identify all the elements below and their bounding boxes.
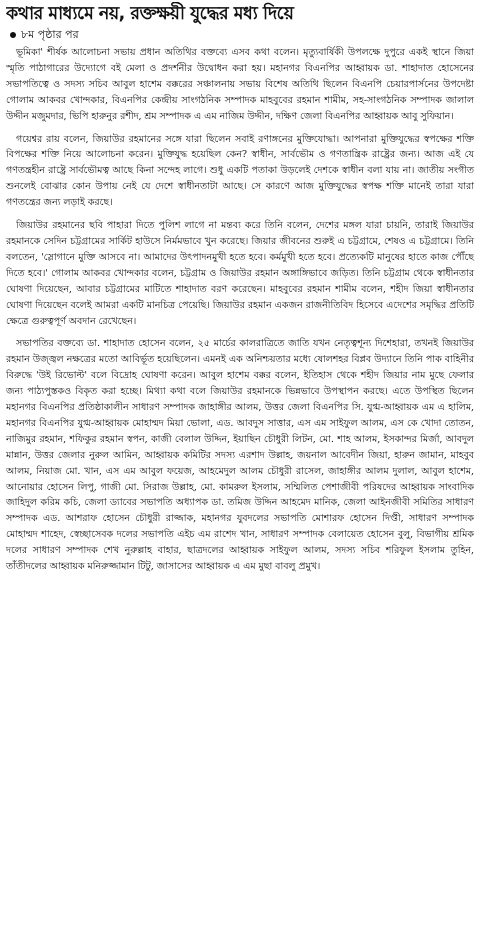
- article-headline: কথার মাধ্যমে নয়, রক্তক্ষয়ী যুদ্ধের মধ্য দিয়ে: [6, 4, 294, 24]
- continued-from-label: ৮ম পৃষ্ঠার পর: [21, 28, 79, 41]
- article-paragraph: গয়েশ্বর রায় বলেন, জিয়াউর রহমানের সঙ্গে যারা ছিলেন সবাই রণাঙ্গনের মুক্তিযোদ্ধা। আপনারা মুক্তিযুদ্ধের স্বপক্ষের শক্তি বিপক্ষের শক্তি নিয়ে আলোচনা করেন। মুক্তিযুদ্ধ হয়েছিল কেন? স্বাধীন, সার্বভৌম ও গণতান্ত্রিক রাষ্ট্রের জন্য। আজ এই যে গণতন্ত্রহীন রাষ্ট্রে সার্বভৌমত্ব আছে কিনা সন্দেহ লাগে। শুধু একটি পতাকা উড়লেই দেশকে স্বাধীন বলা যায় না। জাতীয় সংগীত শুনলেই বোঝার কোন উপায় নেই যে দেশে স্বাধীনতাটা আছে। সে কারণে আজ মুক্তিযুদ্ধের স্বপক্ষ শক্তি মানেই তারা যারা গণতন্ত্রের জন্য লড়াই করছে।: [6, 133, 474, 209]
- continuation-note: [10, 28, 474, 42]
- article-paragraph: সভাপতির বক্তব্যে ডা. শাহাদাত হোসেন বলেন, ২৫ মার্চের কালরাত্রিতে জাতি যখন নেতৃত্বশূন্য দিশেহারা, তখনই জিয়াউর রহমান উজ্জ্বল নক্ষত্রের মতো আবির্ভূত হয়েছিলেন। এমনই এক অনিশ্চয়তার মধ্যে ষোলশহর বিপ্লব উদ্যানে তিনি পাক বাহিনীর বিরুদ্ধে 'উই রিভোল্ট' বলে বিদ্রোহ ঘোষণা করেন। আবুল হাশেম বক্কর বলেন, ইতিহাস থেকে শহীদ জিয়ার নাম মুছে ফেলার জন্য পাঠ্যপুস্তকও বিকৃত করা হচ্ছে। মিথ্যা কথা বলে জিয়াউর রহমানকে ভিন্নভাবে উপস্থাপন করছে। এতে উপস্থিত ছিলেন মহানগর বিএনপির প্রতিষ্ঠাকালীন সাধারণ সম্পাদক জাহাঙ্গীর আলম, উত্তর জেলা বিএনপির সি. যুগ্ম-আহ্বায়ক এম এ হালিম, মহানগর বিএনপির যুগ্ম-আহ্বায়ক মোহাম্মদ মিয়া ভোলা, এড. আবদুস সাত্তার, এস এম সাইফুল আলম, এস কে খোদা তোতন, নাজিমুর রহমান, শফিকুর রহমান স্বপন, কাজী বেলাল উদ্দিন, ইয়াছিন চৌধুরী লিটন, মো. শাহ আলম, ইসকান্দর মির্জা, আবদুল মান্নান, উত্তর জেলার নুরুল আমিন, আহ্বায়ক কমিটির সদস্য এরশাদ উল্লাহ, জয়নাল আবেদীন জিয়া, হারুন জামান, মাহবুব আলম, নিয়াজ মো. খান, এস এম আবুল ফয়েজ, আহমেদুল আলম চৌধুরী রাসেল, জাহাঙ্গীর আলম দুলাল, আবুল হাশেম, আনোয়ার হোসেন লিপু, গাজী মো. সিরাজ উল্লাহ, মো. কামরুল ইসলাম, সম্মিলিত পেশাজীবী পরিষদের আহ্বায়ক সাংবাদিক জাহিদুল করিম কচি, জেলা ড্যাবের সভাপতি অধ্যাপক ডা. তমিজ উদ্দিন আহমেদ মানিক, জেলা আইনজীবী সমিতির সাধারণ সম্পাদক এড. আশরাফ হোসেন চৌধুরী রাজ্জাক, মহানগর যুবদলের সভাপতি মোশারফ হোসেন দিপ্তী, সাধারণ সম্পাদক মোহাম্মদ শাহেদ, স্বেচ্ছাসেবক দলের সভাপতি এইচ এম রাশেদ খান, সাধারণ সম্পাদক বেলায়েত হোসেন বুলু, বিভাগীয় শ্রমিক দলের সাধারণ সম্পাদক শেখ নুরুল্লাহ বাহার, ছাত্রদলের আহ্বায়ক সাইফুল আলম, সদস্য সচিব শরিফুল ইসলাম তুহিন, তাঁতীদলের আহ্বায়ক মনিরুজ্জামান টিটু, জাসাসের আহ্বায়ক এ এম মুছা বাবলু প্রমুখ।: [6, 338, 474, 573]
- article-paragraph: জিয়াউর রহমানের ছবি পাহারা দিতে পুলিশ লাগে না মন্তব্য করে তিনি বলেন, দেশের মঙ্গল যারা চায়নি, তারাই জিয়াউর রহমানকে সেদিন চট্টগ্রামের সার্কিট হাউসে নির্মমভাবে খুন করেছে। জিয়ার জীবনের শুরুই এ চট্টগ্রামে, শেষও এ চট্টগ্রামে। তিনি বলতেন, 'স্লোগানে মুক্তি আসবে না। আমাদের উৎপাদনমুখী হতে হবে। কর্মমুখী হতে হবে। প্রত্যেকটি মানুষের হাতে কাজ পৌঁছে দিতে হবে।' গোলাম আকবর খোন্দকার বলেন, চট্টগ্রাম ও জিয়াউর রহমান অঙ্গাঙ্গিভাবে জড়িত। তিনি চট্টগ্রাম থেকে স্বাধীনতার ঘোষণা দিয়েছেন, আবার চট্টগ্রামের মাটিতে শাহাদাত বরণ করেছেন। মাহবুবের রহমান শামীম বলেন, শহীদ জিয়া স্বাধীনতার ঘোষণা দিয়েছেন বলেই আমরা একটি মানচিত্র পেয়েছি। জিয়াউর রহমান একজন রাজনীতিবিদ হিসেবে এদেশের সমৃদ্ধির প্রতিটি ক্ষেত্রে গুরুত্বপূর্ণ অবদান রেখেছেন।: [6, 220, 474, 327]
- bullet-icon: [10, 32, 16, 38]
- article-paragraph: ভূমিকা' শীর্ষক আলোচনা সভায় প্রধান অতিথির বক্তব্যে এসব কথা বলেন। মৃত্যুবার্ষিকী উপলক্ষে দুপুরে একই স্থানে জিয়া স্মৃতি পাঠাগারের উদ্যোগে বই মেলা ও প্রদর্শনীর উদ্বোধন করা হয়। মহানগর বিএনপির আহ্বায়ক ডা. শাহাদাত হোসেনের সভাপতিত্বে ও সদস্য সচিব আবুল হাশেম বক্করের সঞ্চালনায় সভায় বিশেষ অতিথি ছিলেন বিএনপি চেয়ারপার্সনের উপদেষ্টা গোলাম আকবর খোন্দকার, বিএনপির কেন্দ্রীয় সাংগঠনিক সম্পাদক মাহবুবের রহমান শামীম, সহ-সাংগঠনিক সম্পাদক জালাল উদ্দীন মজুমদার, ভিপি হারুনুর রশীদ, শ্রম সম্পাদক এ এম নাজিম উদ্দীন, দক্ষিণ জেলা বিএনপির আহ্বায়ক আবু সুফিয়ান।: [6, 47, 474, 122]
